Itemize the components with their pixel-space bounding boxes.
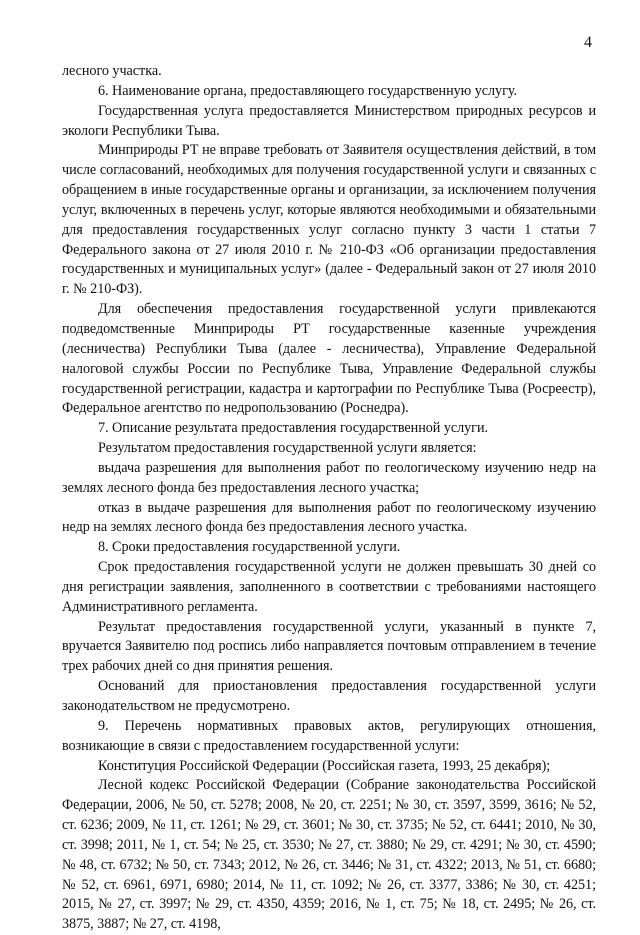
paragraph: Конституция Российской Федерации (Российская газета, 1993, 25 декабря); — [98, 757, 551, 774]
document-body — [62, 62, 596, 935]
paragraph: Минприроды РТ не вправе требовать от Заявителя осуществления действий, в том числе согласований, необходимых для получения государственной услуги и связанных с обращением в иные государственные органы и организации, за исключением получения услуг, включенных в перечень услуг, которые являются необходимыми и обязательными для предоставления государственных услуг согласно пункту 3 части 1 статьи 7 Федерального закона от 27 июля 2010 г. № 210-ФЗ «Об организации предоставления государственных и муниципальных услуг» (далее - Федеральный закон от 27 июля 2010 г. № 210-ФЗ). — [62, 142, 596, 298]
paragraph: Для обеспечения предоставления государственной услуги привлекаются подведомственные Минприроды РТ государственные казенные учреждения (лесничества) Республики Тыва (далее - лесничества), Управление Федеральной налоговой службы России по Республике Тыва, Управление Федеральной службы государственной регистрации, кадастра и картографии по Республике Тыва (Росреестр), Федеральное агентство по недропользованию (Роснедра). — [62, 301, 596, 417]
paragraph: Государственная услуга предоставляется Министерством природных ресурсов и экологи Республики Тыва. — [62, 102, 596, 139]
paragraph: выдача разрешения для выполнения работ по геологическому изучению недр на землях лесного фонда без предоставления лесного участка; — [62, 459, 596, 496]
paragraph: Лесной кодекс Российской Федерации (Собрание законодательства Российской Федерации, 2006, № 50, ст. 5278; 2008, № 20, ст. 2251; № 30, ст. 3597, 3599, 3616; № 52, ст. 6236; 2009, № 11, ст. 1261; № 29, ст. 3601; № 30, ст. 3735; № 52, ст. 6441; 2010, № 30, ст. 3998; 2011, № 1, ст. 54; № 25, ст. 3530; № 27, ст. 3880; № 29, ст. 4291; № 30, ст. 4590; № 48, ст. 6732; № 50, ст. 7343; 2012, № 26, ст. 3446; № 31, ст. 4322; 2013, № 51, ст. 6680; № 52, ст. 6961, 6971, 6980; 2014, № 11, ст. 1092; № 26, ст. 3377, 3386; № 30, ст. 4251; 2015, № 27, ст. 3997; № 29, ст. 4350, 4359; 2016, № 1, ст. 75; № 18, ст. 2495; № 26, ст. 3875, 3887; № 27, ст. 4198, — [62, 777, 596, 933]
section-heading: 6. Наименование органа, предоставляющего государственную услугу. — [98, 82, 517, 99]
paragraph: Срок предоставления государственной услуги не должен превышать 30 дней со дня регистрации заявления, заполненного в соответствии с требованиями настоящего Административного регламента. — [62, 559, 596, 615]
paragraph: Результатом предоставления государственной услуги является: — [98, 440, 477, 457]
paragraph: Оснований для приостановления предоставления государственной услуги законодательством не предусмотрено. — [62, 678, 596, 714]
paragraph: лесного участка. — [62, 63, 162, 79]
page-number: 4 — [584, 34, 592, 51]
section-heading: 7. Описание результата предоставления государственной услуги. — [98, 420, 488, 437]
paragraph: Результат предоставления государственной услуги, указанный в пункте 7, вручается Заявителю под роспись либо направляется почтовым отправлением в течение трех рабочих дней со дня принятия решения. — [62, 618, 596, 675]
section-heading: 8. Сроки предоставления государственной услуги. — [98, 539, 401, 556]
paragraph: отказ в выдаче разрешения для выполнения работ по геологическому изучению недр на землях лесного фонда без предоставления лесного участка. — [62, 499, 596, 536]
section-heading: 9. Перечень нормативных правовых актов, регулирующих отношения, возникающие в связи с предоставлением государственной услуги: — [62, 717, 596, 754]
